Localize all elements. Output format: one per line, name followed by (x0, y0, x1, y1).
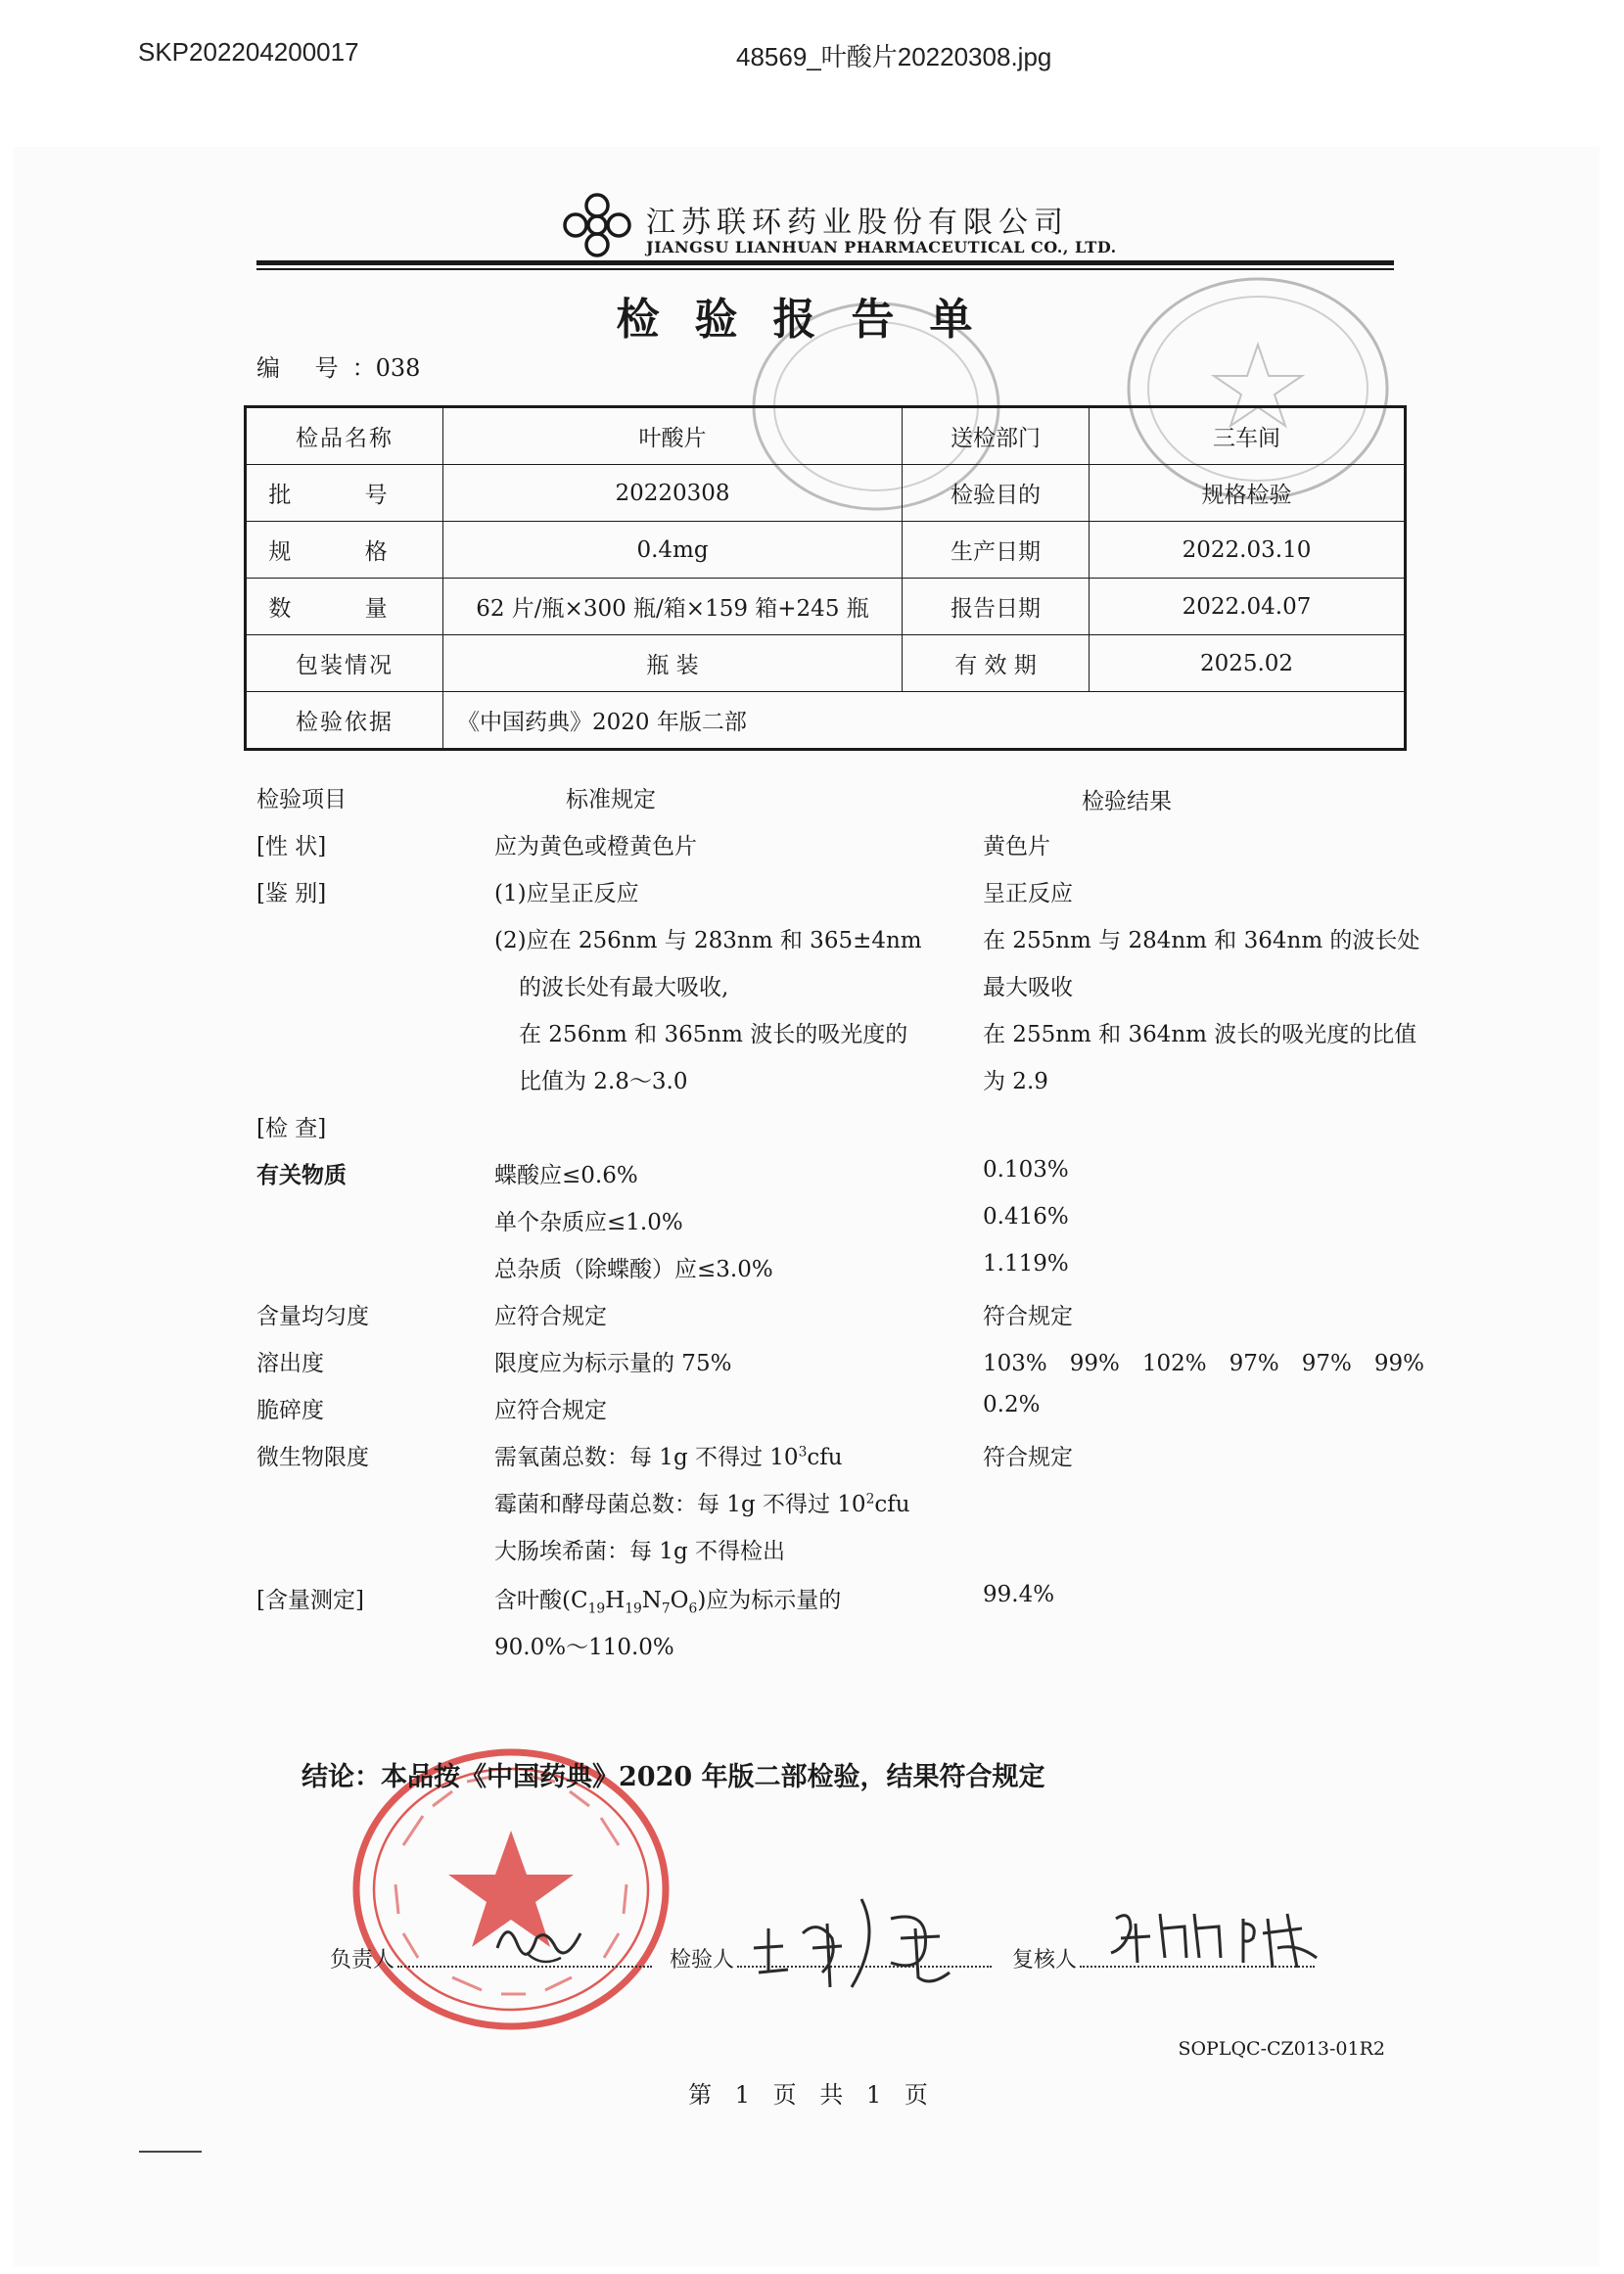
company-logo (558, 192, 636, 258)
header-rule (256, 260, 1394, 265)
test-res-id2-line3: 在 255nm 和 364nm 波长的吸光度的比值 (983, 1022, 1417, 1047)
test-res-dissolution: 103% 99% 102% 97% 97% 99% (983, 1351, 1424, 1376)
test-std-character: 应为黄色或橙黄色片 (494, 834, 697, 859)
responsible-label: 负责人 (330, 1948, 395, 1972)
serial-value: 038 (375, 354, 421, 382)
test-std-assay-range: 90.0%～110.0% (494, 1635, 674, 1660)
reviewer-label: 复核人 (1012, 1948, 1078, 1972)
test-std-id1: (1)应呈正反应 (494, 881, 639, 906)
test-std-id2-line4: 比值为 2.8～3.0 (519, 1069, 688, 1094)
batch-label: 批 号 (246, 465, 443, 522)
test-res-related1: 0.103% (983, 1157, 1069, 1183)
responsible-signature (487, 1909, 595, 1977)
test-res-related3: 1.119% (983, 1251, 1069, 1276)
test-std-id2-line1: (2)应在 256nm 与 283nm 和 365±4nm (494, 928, 922, 953)
report-date-value: 2022.04.07 (1090, 579, 1406, 635)
test-item-microbial: 微生物限度 (256, 1445, 369, 1470)
test-res-friability: 0.2% (983, 1392, 1041, 1417)
test-std-id2-line3: 在 256nm 和 365nm 波长的吸光度的 (519, 1022, 908, 1047)
col-header-standard: 标准规定 (566, 787, 656, 812)
inspector-label: 检验人 (670, 1948, 735, 1972)
inspector-signature (744, 1880, 979, 1997)
basis-label: 检验依据 (246, 692, 443, 750)
test-res-character: 黄色片 (983, 834, 1050, 859)
expiry-label: 有 效 期 (903, 635, 1090, 692)
test-item-content-uniformity: 含量均匀度 (256, 1304, 369, 1329)
test-std-assay: 含叶酸$(C_{19}H_{19}N_7O_6)$应为标示量的 (494, 1588, 842, 1617)
test-std-id2-line2: 的波长处有最大吸收, (519, 975, 729, 1000)
dept-value: 三车间 (1090, 407, 1406, 465)
test-std-microbial1: 需氧菌总数：每 1g 不得过 $10^3cfu$ (494, 1444, 843, 1470)
test-std-related3: 总杂质（除蝶酸）应≤3.0% (494, 1257, 773, 1282)
test-item-identification: [鉴 别] (256, 881, 327, 906)
packaging-value: 瓶 装 (443, 635, 903, 692)
col-header-result: 检验结果 (1082, 789, 1172, 814)
expiry-value: 2025.02 (1090, 635, 1406, 692)
scan-file-name: 48569_叶酸片20220308.jpg (736, 42, 1052, 71)
basis-value: 《中国药典》2020 年版二部 (443, 692, 1406, 750)
page-number: 第 1 页 共 1 页 (688, 2081, 936, 2109)
test-item-friability: 脆碎度 (256, 1398, 324, 1423)
scan-id: SKP202204200017 (138, 37, 359, 67)
mfg-date-label: 生产日期 (903, 522, 1090, 579)
mfg-date-value: 2022.03.10 (1090, 522, 1406, 579)
test-std-related2: 单个杂质应≤1.0% (494, 1210, 683, 1235)
qty-value: 62 片/瓶×300 瓶/箱×159 箱+245 瓶 (443, 579, 903, 635)
test-item-dissolution: 溶出度 (256, 1351, 324, 1376)
test-std-microbial2: 霉菌和酵母菌总数：每 1g 不得过 $10^2cfu$ (494, 1491, 910, 1517)
test-res-related2: 0.416% (983, 1204, 1069, 1230)
test-item-related: 有关物质 (256, 1162, 347, 1188)
header-rule-thin (256, 268, 1394, 270)
test-res-id2-line4: 为 2.9 (983, 1069, 1048, 1094)
spec-label: 规 格 (246, 522, 443, 579)
report-date-label: 报告日期 (903, 579, 1090, 635)
document-code: SOPLQC-CZ013-01R2 (1178, 2038, 1385, 2060)
test-std-related1: 蝶酸应≤0.6% (494, 1163, 638, 1188)
purpose-label: 检验目的 (903, 465, 1090, 522)
spec-value: 0.4mg (443, 522, 903, 579)
test-std-dissolution: 限度应为标示量的 75% (494, 1351, 732, 1376)
test-res-id2-line2: 最大吸收 (983, 975, 1073, 1000)
bottom-mark (139, 2151, 202, 2153)
test-std-microbial3: 大肠埃希菌：每 1g 不得检出 (494, 1539, 785, 1564)
test-res-microbial: 符合规定 (983, 1445, 1073, 1470)
qty-label: 数 量 (246, 579, 443, 635)
report-title: 检验报告单 (616, 295, 1008, 345)
conclusion-text: 结论：本品按《中国药典》2020 年版二部检验，结果符合规定 (302, 1762, 1045, 1792)
dept-label: 送检部门 (903, 407, 1090, 465)
test-std-friability: 应符合规定 (494, 1398, 607, 1423)
product-name: 叶酸片 (443, 407, 903, 465)
test-item-character: [性 状] (256, 834, 327, 859)
test-res-id2-line1: 在 255nm 与 284nm 和 364nm 的波长处 (983, 928, 1420, 953)
product-info-table (244, 405, 1407, 751)
batch-value: 20220308 (443, 465, 903, 522)
test-item-assay: [含量测定] (256, 1588, 364, 1613)
serial-label: 编 号 (256, 354, 352, 382)
packaging-label: 包装情况 (246, 635, 443, 692)
company-name-en: JIANGSU LIANHUAN PHARMACEUTICAL CO., LTD. (646, 238, 1117, 256)
product-name-label: 检品名称 (246, 407, 443, 465)
test-res-id1: 呈正反应 (983, 881, 1073, 906)
test-item-check: [检 查] (256, 1116, 327, 1141)
reviewer-signature (1106, 1899, 1341, 1977)
col-header-item: 检验项目 (256, 787, 347, 812)
test-res-content-uniformity: 符合规定 (983, 1304, 1073, 1329)
company-name-cn: 江苏联环药业股份有限公司 (646, 206, 1069, 240)
test-res-assay: 99.4% (983, 1582, 1055, 1607)
serial-number: 编 号：038 (256, 354, 421, 382)
test-std-content-uniformity: 应符合规定 (494, 1304, 607, 1329)
purpose-value: 规格检验 (1090, 465, 1406, 522)
